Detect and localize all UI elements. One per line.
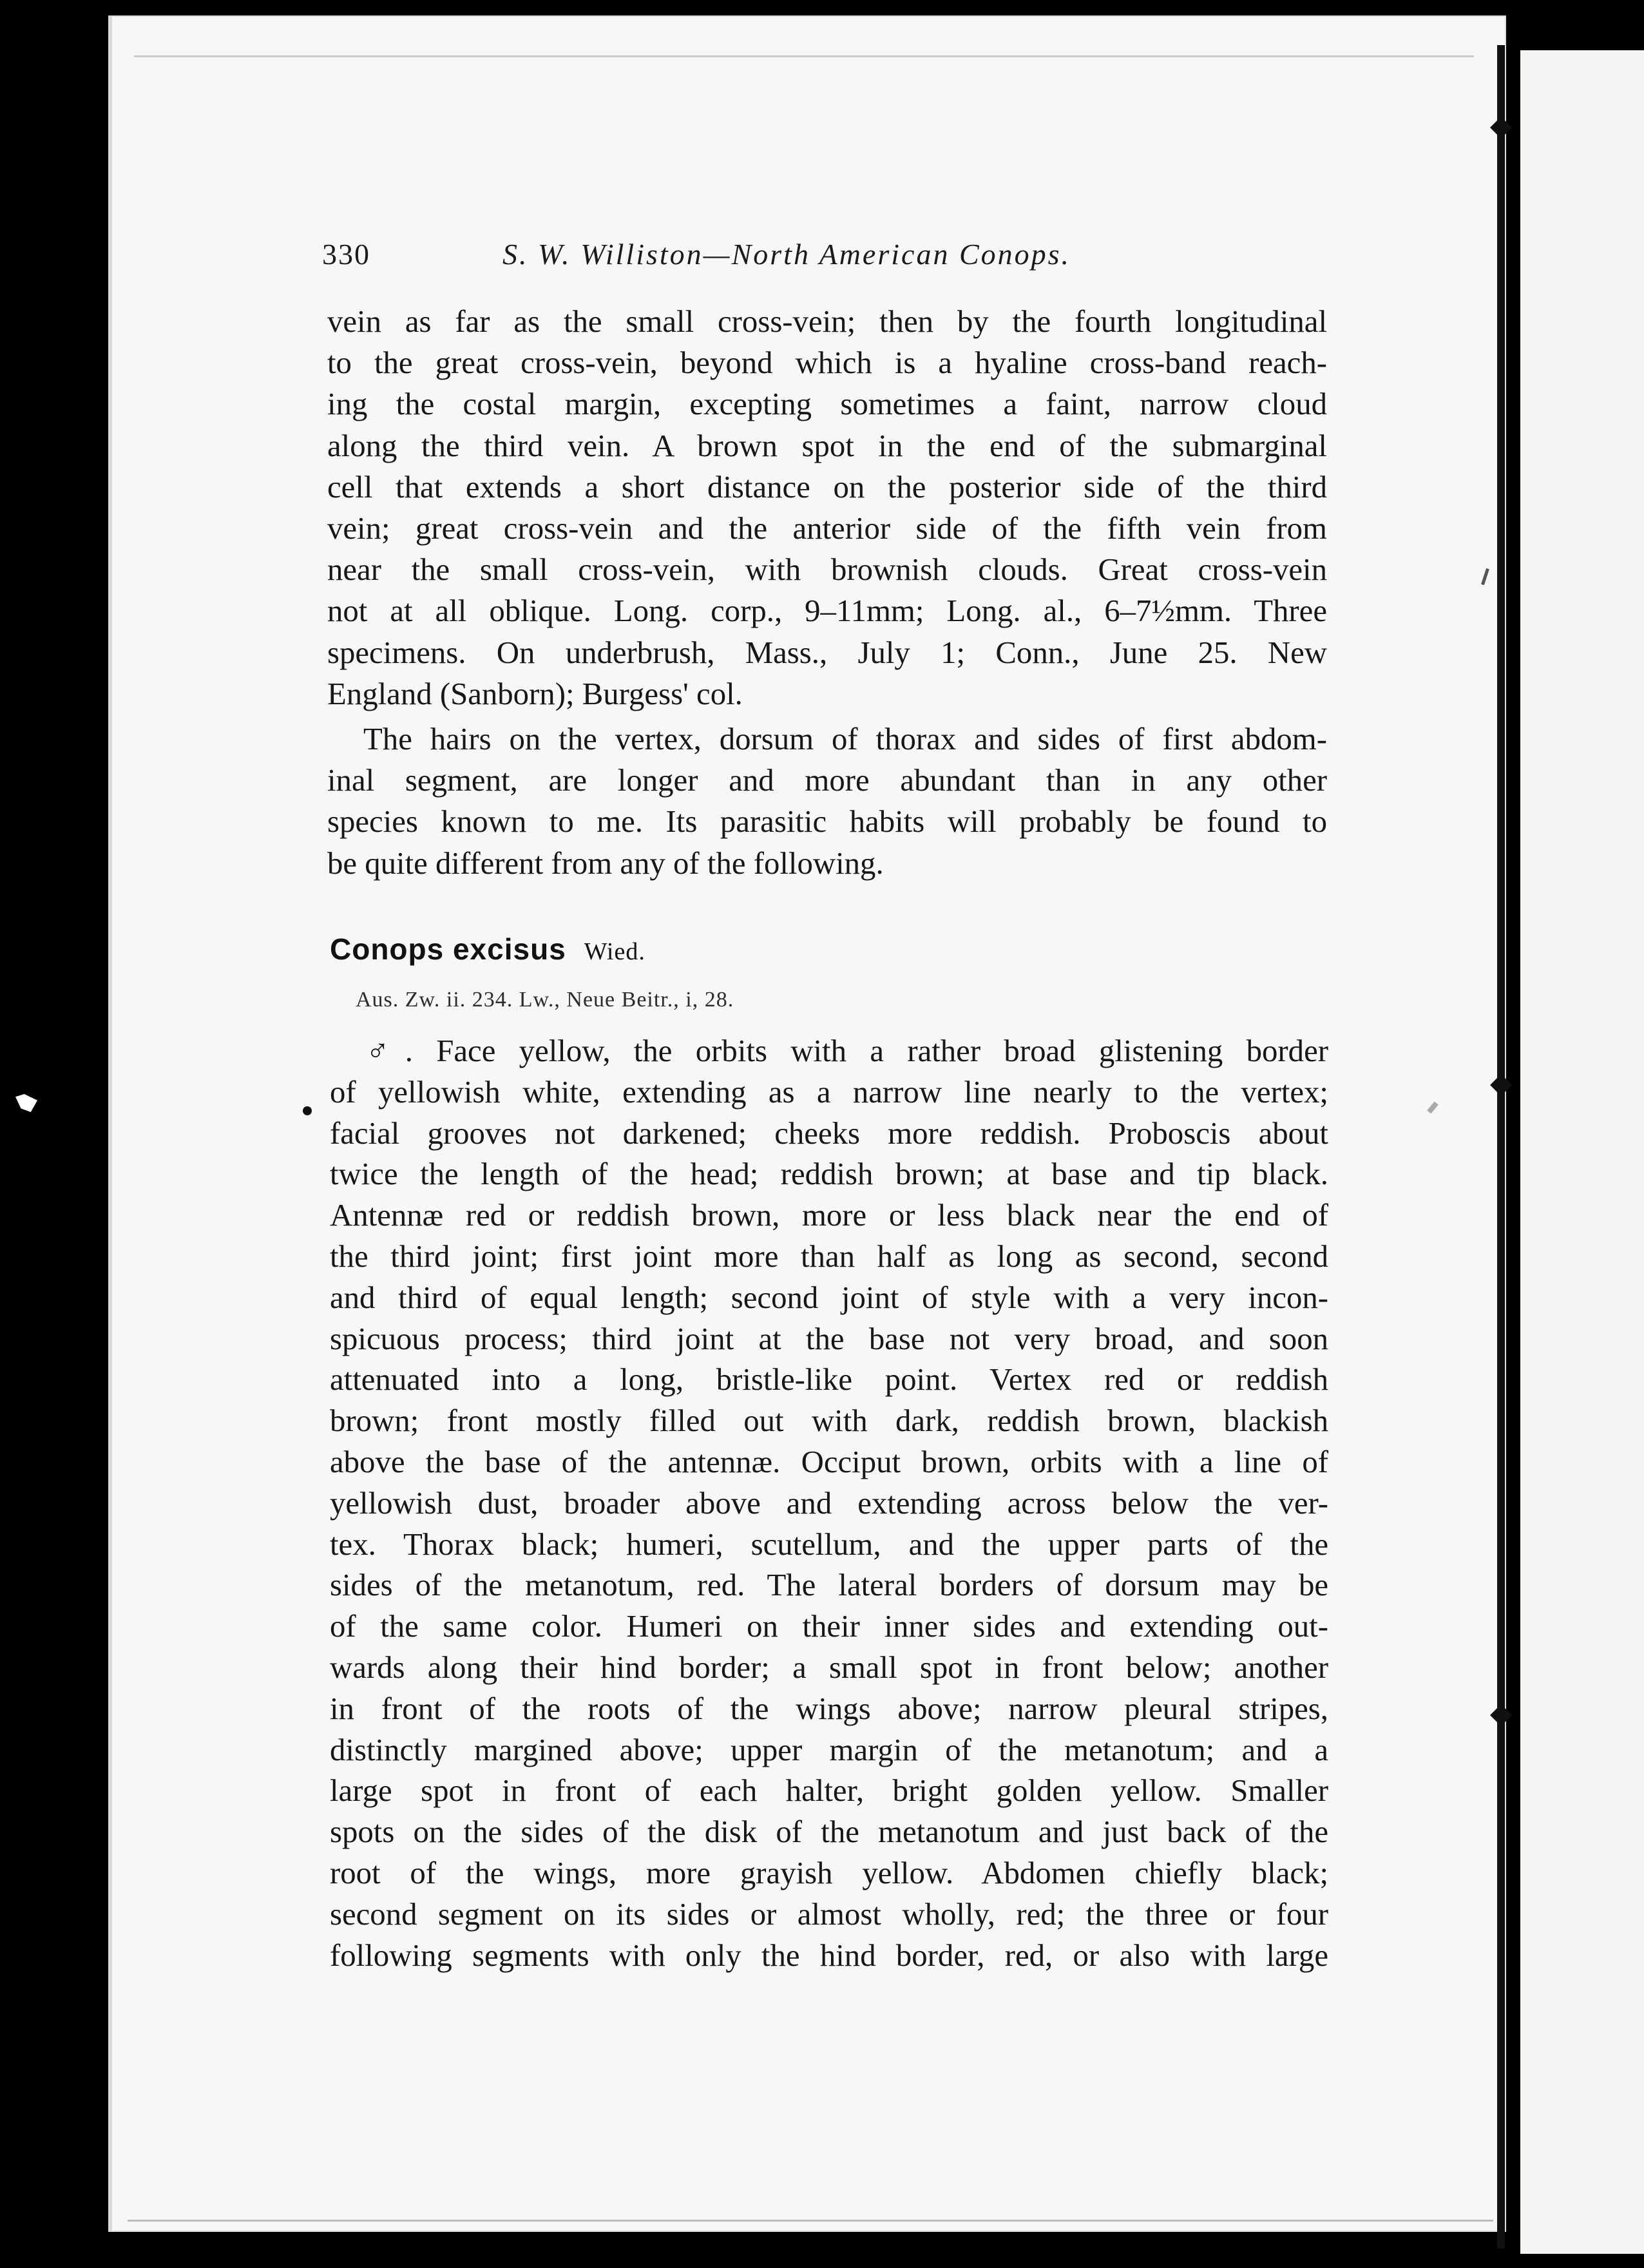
text-line: above the base of the antennæ. Occiput brown, orbits with a line of [330, 1444, 1328, 1479]
text-line: sides of the metanotum, red. The lateral borders of dorsum may be [330, 1568, 1328, 1603]
text-line: twice the length of the head; reddish brown; at base and tip black. [330, 1157, 1328, 1192]
text-line: ♂. Face yellow, the orbits with a rather broad glistening border [366, 1033, 1328, 1068]
species-heading [330, 932, 645, 966]
text-line: tex. Thorax black; humeri, scutellum, and the upper parts of the [330, 1526, 1328, 1562]
binding-spine [1497, 45, 1505, 2249]
text-line: facial grooves not darkened; cheeks more reddish. Proboscis about [330, 1115, 1328, 1151]
text-line: wards along their hind border; a small spot in front below; another [330, 1649, 1328, 1685]
text-line: the third joint; first joint more than half as long as second, second [330, 1238, 1328, 1274]
text-line: attenuated into a long, bristle-like point. Vertex red or reddish [330, 1362, 1328, 1398]
text-line: to the great cross-vein, beyond which is a hyaline cross-band reach- [327, 345, 1327, 381]
text-line: root of the wings, more grayish yellow. Abdomen chiefly black; [330, 1855, 1328, 1890]
text-line: of the same color. Humeri on their inner sides and extending out- [330, 1609, 1328, 1644]
text-line: spots on the sides of the disk of the metanotum and just back of the [330, 1814, 1328, 1850]
text-line: species known to me. Its parasitic habits will probably be found to [327, 804, 1327, 840]
page-edge [108, 15, 112, 2232]
text-line: inal segment, are longer and more abundant than in any other [327, 763, 1327, 798]
text-line: in front of the roots of the wings above; narrow pleural stripes, [330, 1691, 1328, 1726]
text-line: vein; great cross-vein and the anterior side of the fifth vein from [327, 511, 1327, 546]
text-line: England (Sanborn); Burgess' col. [327, 676, 743, 711]
text-line: second segment on its sides or almost wholly, red; the three or four [330, 1896, 1328, 1932]
text-line: large spot in front of each halter, bright golden yellow. Smaller [330, 1773, 1328, 1809]
text-line: distinctly margined above; upper margin of the metanotum; and a [330, 1732, 1328, 1767]
page-number: 330 [322, 238, 370, 271]
paragraph-hair-notes [327, 718, 1327, 884]
text-line: vein as far as the small cross-vein; then by the fourth longitudinal [327, 304, 1327, 339]
bottom-rule [128, 2220, 1493, 2222]
species-name: Conops excisus [330, 932, 566, 966]
text-line: brown; front mostly filled out with dark, reddish brown, blackish [330, 1403, 1328, 1439]
text-line: The hairs on the vertex, dorsum of thorax and sides of first abdom- [363, 722, 1327, 756]
text-line: yellowish dust, broader above and extending across below the ver- [330, 1485, 1328, 1521]
margin-dot [303, 1106, 312, 1115]
text-line: along the third vein. A brown spot in the end of the submarginal [327, 428, 1327, 463]
text-line: near the small cross-vein, with brownish clouds. Great cross-vein [327, 552, 1327, 588]
paragraph-species-description [330, 1031, 1328, 1976]
adjacent-page [1520, 50, 1644, 2254]
top-rule [134, 55, 1474, 57]
scan-fleck [15, 1094, 37, 1112]
text-line: of yellowish white, extending as a narrow line nearly to the vertex; [330, 1074, 1328, 1110]
text-line: be quite different from any of the following. [327, 845, 884, 881]
text-line: not at all oblique. Long. corp., 9–11mm; Long. al., 6–7½mm. Three [327, 593, 1327, 629]
paragraph-continued-description [327, 301, 1327, 715]
text-line: spicuous process; third joint at the base not very broad, and soon [330, 1321, 1328, 1356]
text-line: and third of equal length; second joint of style with a very incon- [330, 1280, 1328, 1315]
page-header [322, 237, 1160, 282]
text-line: specimens. On underbrush, Mass., July 1; Conn., June 25. New [327, 635, 1327, 670]
text-line: ing the costal margin, excepting sometimes a faint, narrow cloud [327, 387, 1327, 422]
text-line: cell that extends a short distance on the posterior side of the third [327, 469, 1327, 505]
text-line: following segments with only the hind border, red, or also with large [330, 1937, 1328, 1973]
text-line: Antennæ red or reddish brown, more or less black near the end of [330, 1198, 1328, 1233]
running-head: S. W. Williston—North American Conops. [502, 238, 1071, 271]
reference-citation: Aus. Zw. ii. 234. Lw., Neue Beitr., i, 28. [356, 988, 734, 1012]
species-author: Wied. [584, 938, 645, 965]
